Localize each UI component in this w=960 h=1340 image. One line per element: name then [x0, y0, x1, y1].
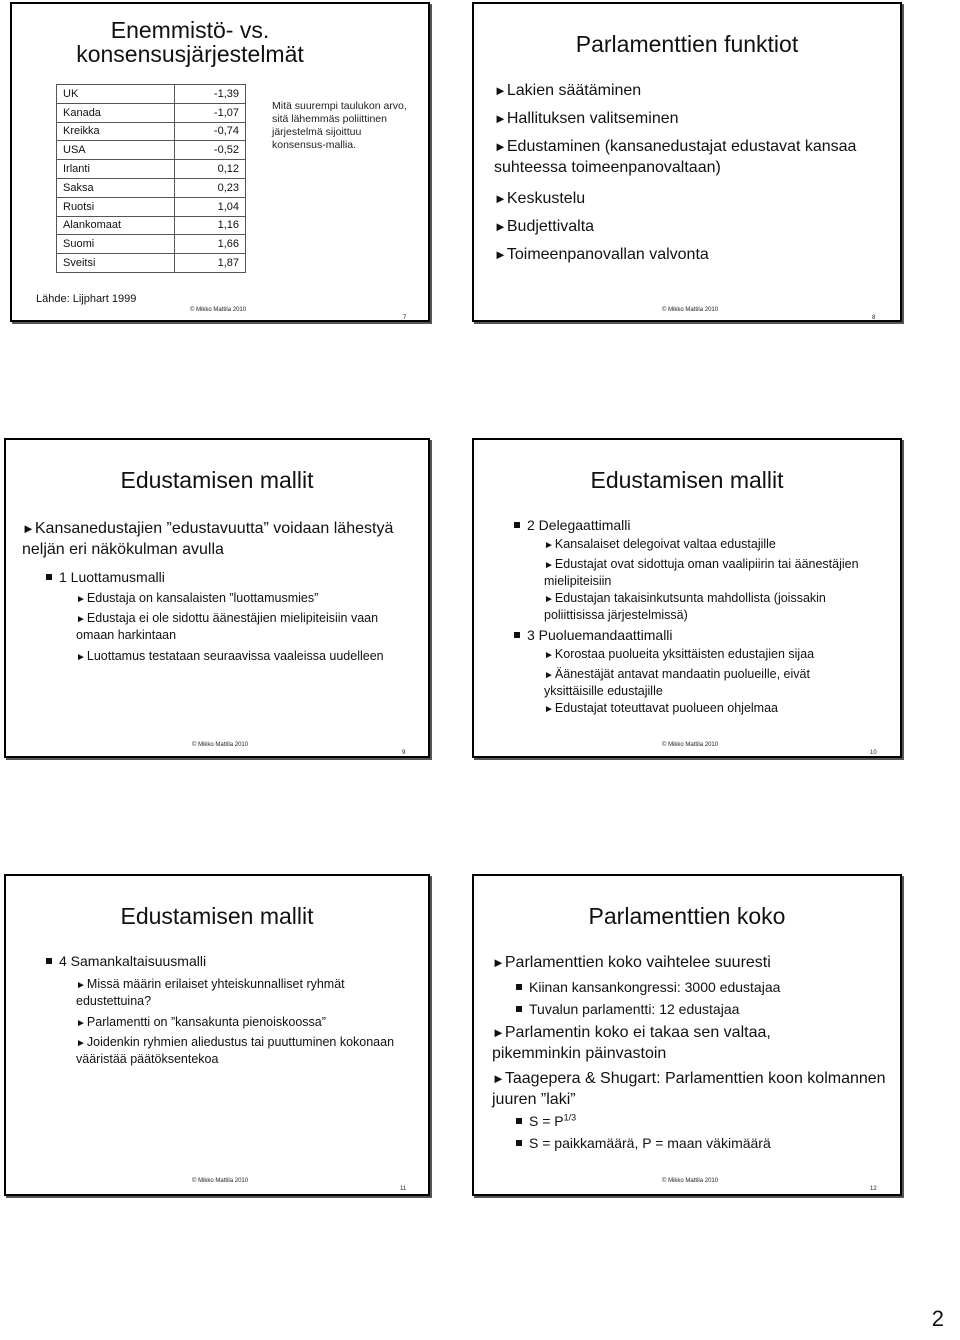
square-bullet-icon: [514, 632, 520, 638]
sub-bullet-text: Joidenkin ryhmien aliedustus tai puuttuminen kokonaan vääristää päätöksentekoa: [76, 1035, 395, 1066]
model-2-heading: [514, 516, 631, 534]
formula-legend-text: S = paikkamäärä, P = maan väkimäärä: [529, 1135, 771, 1151]
arrow-icon: ►: [76, 1038, 86, 1049]
slide-number: 8: [872, 315, 876, 321]
copyright: © Mikko Mattila 2010: [190, 307, 247, 313]
square-bullet-icon: [46, 574, 52, 580]
copyright: © Mikko Mattila 2010: [192, 742, 249, 748]
model-text: 1 Luottamusmalli: [59, 569, 165, 585]
value-cell: -0,52: [175, 141, 246, 160]
slide-number: 12: [870, 1186, 877, 1192]
sub-bullet-text: Edustaja ei ole sidottu äänestäjien mielipiteisiin vaan omaan harkintaan: [76, 611, 379, 642]
table-row: [57, 85, 246, 104]
sub-bullet-text: Edustajan takaisinkutsunta mahdollista (joissakin poliittisissa järjestelmissä): [544, 591, 826, 622]
bullet-text: Toimeenpanovallan valvonta: [506, 246, 709, 263]
square-bullet-icon: [514, 522, 520, 528]
bullet-item: [494, 108, 864, 129]
arrow-icon: ►: [76, 1018, 86, 1029]
sub-bullet: [76, 610, 416, 644]
sub-bullet: [76, 976, 396, 1010]
square-bullet-icon: [516, 1140, 522, 1146]
sub-bullet-text: Edustaja on kansalaisten ”luottamusmies”: [86, 591, 319, 605]
arrow-icon: ►: [544, 560, 554, 571]
bullet-item: [494, 136, 864, 178]
square-bullet-icon: [46, 958, 52, 964]
slide-11: [4, 874, 430, 1196]
sub-bullet: [544, 666, 864, 700]
copyright: © Mikko Mattila 2010: [662, 307, 719, 313]
model-heading: [46, 568, 165, 586]
model-2-text: 2 Delegaattimalli: [527, 517, 631, 533]
country-cell: Sveitsi: [57, 254, 175, 273]
square-bullet-icon: [516, 1006, 522, 1012]
slide-title: Edustamisen mallit: [120, 467, 314, 493]
sub-bullet-text: Kiinan kansankongressi: 3000 edustajaa: [529, 979, 781, 995]
table-row: [57, 178, 246, 197]
country-cell: Kreikka: [57, 122, 175, 141]
bullet-2-text: Parlamentin koko ei takaa sen valtaa, pikemminkin päinvastoin: [492, 1024, 771, 1063]
slide-number: 7: [403, 315, 407, 321]
model-text: 4 Samankaltaisuusmalli: [59, 953, 207, 969]
value-cell: 1,66: [175, 235, 246, 254]
bullet-item: [494, 80, 864, 101]
slide-number: 9: [402, 750, 406, 756]
sub-bullet: [516, 1000, 739, 1018]
sub-bullet-text: Parlamentti on ”kansakunta pienoiskoossa”: [86, 1015, 326, 1029]
square-bullet-icon: [516, 1118, 522, 1124]
arrow-icon: ►: [494, 83, 507, 98]
slide-title: [0, 18, 428, 66]
note-text: Mitä suurempi taulukon arvo, sitä lähemmäs poliittinen järjestelmä sijoittuu konsensus-mallia.: [272, 100, 407, 152]
arrow-icon: ►: [544, 704, 554, 715]
bullet-text: Lakien säätäminen: [506, 82, 642, 99]
country-cell: Irlanti: [57, 160, 175, 179]
value-cell: -0,74: [175, 122, 246, 141]
arrow-icon: ►: [494, 111, 507, 126]
bullet-item: [494, 244, 864, 265]
formula-text: S = P: [529, 1113, 564, 1129]
country-cell: USA: [57, 141, 175, 160]
value-cell: 1,16: [175, 216, 246, 235]
sub-bullet-text: Tuvalun parlamentti: 12 edustajaa: [529, 1001, 740, 1017]
table-row: [57, 122, 246, 141]
model-3-heading: [514, 626, 673, 644]
arrow-icon: ►: [494, 139, 507, 154]
formula-exponent: 1/3: [563, 1112, 577, 1123]
sub-bullet: [544, 536, 864, 553]
table-row: [57, 103, 246, 122]
sub-bullet-text: Korostaa puolueita yksittäisten edustajien sijaa: [554, 647, 815, 661]
sub-bullet: [76, 648, 416, 665]
arrow-icon: ►: [494, 191, 507, 206]
arrow-icon: ►: [492, 1071, 505, 1086]
value-cell: -1,07: [175, 103, 246, 122]
arrow-icon: ►: [544, 670, 554, 681]
title-line-1: Enemmistö- vs.: [110, 17, 270, 43]
sub-bullet: [76, 1034, 396, 1068]
sub-bullet-text: Kansalaiset delegoivat valtaa edustajille: [554, 537, 776, 551]
bullet-1: [492, 952, 887, 973]
intro-text: Kansanedustajien ”edustavuutta” voidaan lähestyä neljän eri näkökulman avulla: [22, 520, 394, 559]
table-row: [57, 141, 246, 160]
sub-bullet: [516, 978, 780, 996]
arrow-icon: ►: [544, 594, 554, 605]
table-row: [57, 216, 246, 235]
sub-bullet-text: Luottamus testataan seuraavissa vaaleissa uudelleen: [86, 649, 384, 663]
table-row: [57, 197, 246, 216]
country-table: [56, 84, 246, 273]
bullet-3-text: Taagepera & Shugart: Parlamenttien koon kolmannen juuren ”laki”: [492, 1070, 886, 1109]
model-heading: [46, 952, 206, 970]
sub-bullet: [544, 700, 864, 717]
bullet-item: [494, 188, 864, 209]
formula-legend: [516, 1134, 771, 1152]
country-cell: Saksa: [57, 178, 175, 197]
title-line-2: konsensusjärjestelmät: [76, 41, 304, 68]
arrow-icon: ►: [494, 247, 507, 262]
sub-bullet: [76, 1014, 396, 1031]
value-cell: 1,04: [175, 197, 246, 216]
slide-10: [472, 438, 902, 758]
country-cell: Suomi: [57, 235, 175, 254]
square-bullet-icon: [516, 984, 522, 990]
arrow-icon: ►: [22, 521, 35, 536]
arrow-icon: ►: [544, 540, 554, 551]
copyright: © Mikko Mattila 2010: [662, 1178, 719, 1184]
value-cell: -1,39: [175, 85, 246, 104]
sub-bullet-text: Edustajat ovat sidottuja oman vaalipiirin tai äänestäjien mielipiteisiin: [544, 557, 859, 588]
slide-number: 10: [870, 750, 877, 756]
country-cell: UK: [57, 85, 175, 104]
bullet-text: Budjettivalta: [506, 218, 595, 235]
table-row: [57, 160, 246, 179]
sub-bullet-text: Missä määrin erilaiset yhteiskunnalliset ryhmät edustettuina?: [76, 977, 345, 1008]
copyright: © Mikko Mattila 2010: [192, 1178, 249, 1184]
country-cell: Kanada: [57, 103, 175, 122]
value-cell: 0,23: [175, 178, 246, 197]
arrow-icon: ►: [76, 614, 86, 625]
slide-title: Parlamenttien koko: [588, 903, 786, 929]
bullet-3: [492, 1068, 892, 1110]
bullet-text: Hallituksen valitseminen: [506, 110, 679, 127]
sub-bullet: [544, 556, 864, 590]
value-cell: 1,87: [175, 254, 246, 273]
intro-bullet: [22, 518, 412, 560]
country-cell: Ruotsi: [57, 197, 175, 216]
source-text: Lähde: Lijphart 1999: [36, 293, 137, 305]
slide-9: [4, 438, 430, 758]
arrow-icon: ►: [544, 650, 554, 661]
sub-bullet: [76, 590, 416, 607]
slide-title: Parlamenttien funktiot: [575, 31, 799, 57]
arrow-icon: ►: [76, 652, 86, 663]
table-row: [57, 254, 246, 273]
arrow-icon: ►: [76, 594, 86, 605]
sub-bullet-text: Äänestäjät antavat mandaatin puolueille, eivät yksittäisille edustajille: [544, 667, 810, 698]
arrow-icon: ►: [76, 980, 86, 991]
bullet-item: [494, 216, 864, 237]
slide-8: [472, 2, 902, 322]
country-cell: Alankomaat: [57, 216, 175, 235]
sub-bullet: [544, 590, 864, 624]
bullet-text: Edustaminen (kansanedustajat edustavat kansaa suhteessa toimeenpanovaltaan): [494, 138, 857, 177]
arrow-icon: ►: [494, 219, 507, 234]
value-cell: 0,12: [175, 160, 246, 179]
slide-12: [472, 874, 902, 1196]
bullet-1-text: Parlamenttien koko vaihtelee suuresti: [504, 954, 771, 971]
arrow-icon: ►: [492, 1025, 505, 1040]
slide-number: 11: [400, 1186, 407, 1192]
bullet-2: [492, 1022, 842, 1064]
slide-title: Edustamisen mallit: [120, 903, 314, 929]
table-row: [57, 235, 246, 254]
slide-title: Edustamisen mallit: [590, 467, 784, 493]
arrow-icon: ►: [492, 955, 505, 970]
page-number: 2: [931, 1306, 944, 1331]
sub-bullet: [544, 646, 864, 663]
formula: [516, 1112, 576, 1130]
model-3-text: 3 Puoluemandaattimalli: [527, 627, 673, 643]
copyright: © Mikko Mattila 2010: [662, 742, 719, 748]
slide-7: [10, 2, 430, 322]
bullet-text: Keskustelu: [506, 190, 586, 207]
sub-bullet-text: Edustajat toteuttavat puolueen ohjelmaa: [554, 701, 778, 715]
